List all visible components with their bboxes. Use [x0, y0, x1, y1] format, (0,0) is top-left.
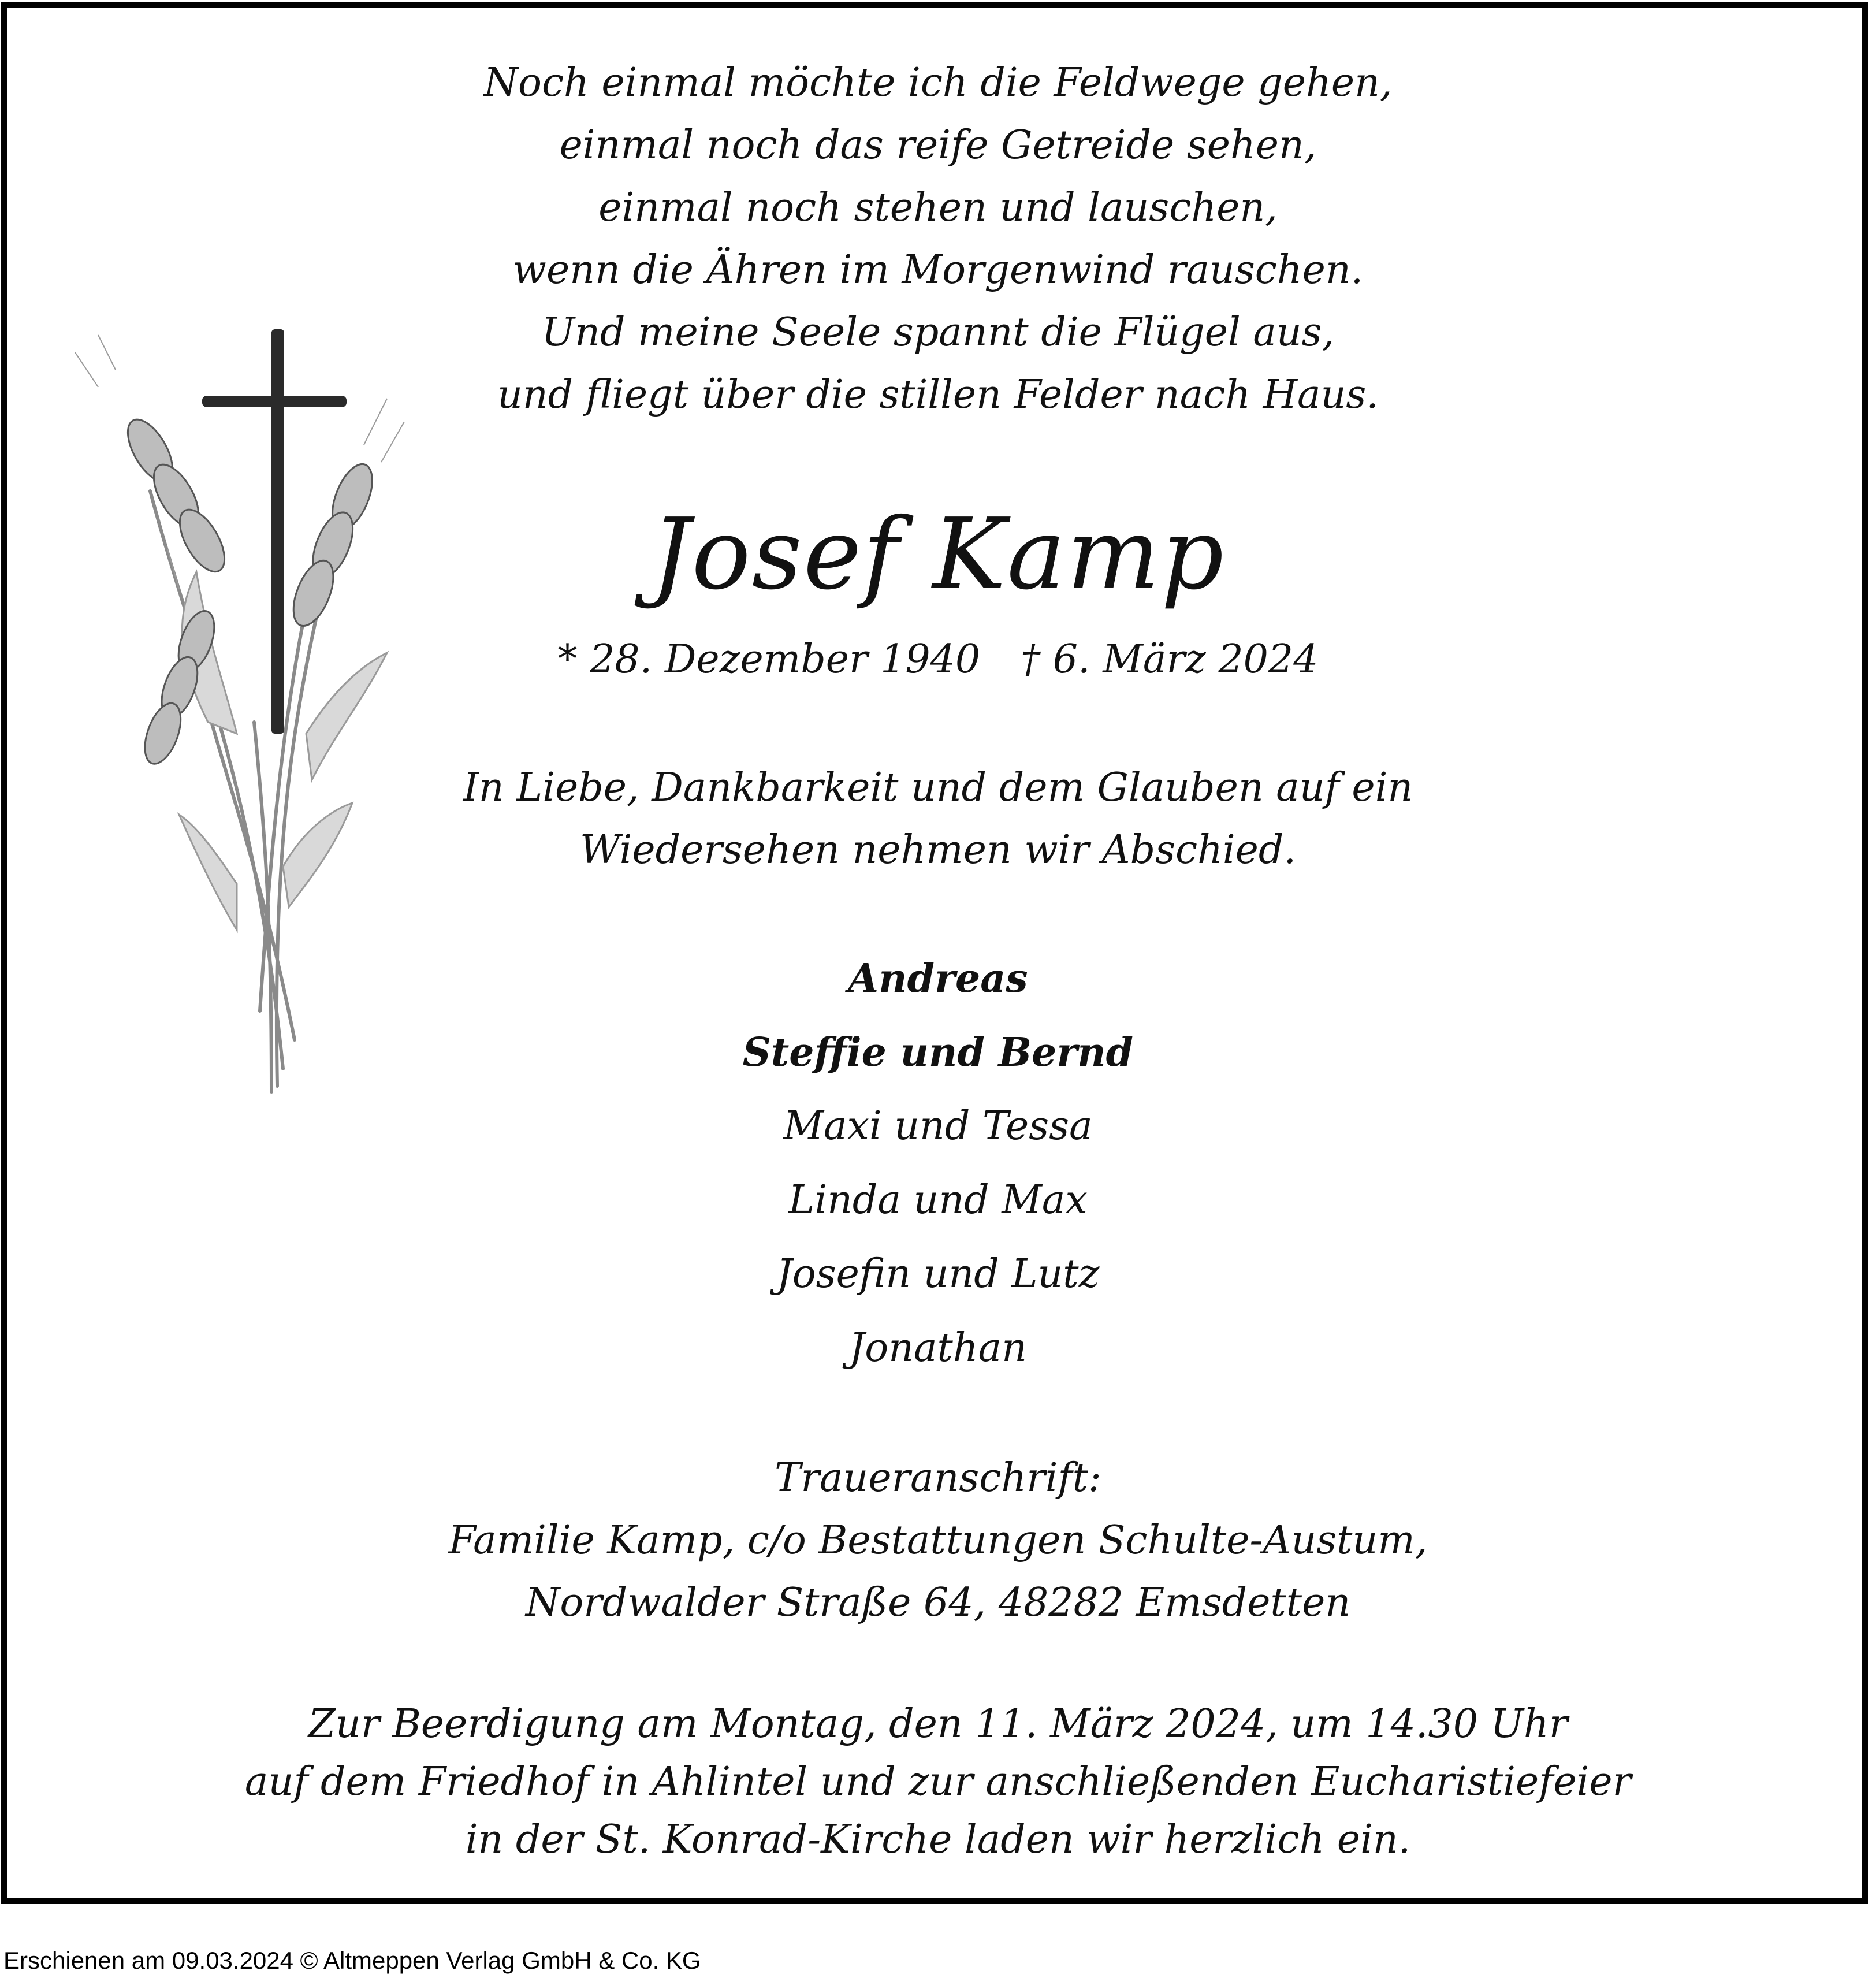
- address-line: Familie Kamp, c/o Bestattungen Schulte-Austum,: [448, 1518, 1428, 1563]
- mourner-name: Steffie und Bernd: [742, 1029, 1134, 1076]
- funeral-line: in der St. Konrad-Kirche laden wir herzlich ein.: [465, 1817, 1411, 1862]
- deceased-name: Josef Kamp: [651, 497, 1225, 612]
- poem-line: einmal noch das reife Getreide sehen,: [559, 122, 1317, 168]
- birth-date: * 28. Dezember 1940: [557, 637, 981, 682]
- mourners-list: [0, 942, 1876, 1385]
- farewell-text: [0, 757, 1876, 882]
- death-date: † 6. März 2024: [1021, 637, 1319, 682]
- poem: [0, 52, 1876, 426]
- mourner-name: Maxi und Tessa: [783, 1103, 1093, 1149]
- life-dates: [0, 631, 1876, 689]
- funeral-line: auf dem Friedhof in Ahlintel und zur anschließenden Eucharistiefeier: [244, 1759, 1632, 1805]
- address-line: Nordwalder Straße 64, 48282 Emsdetten: [525, 1580, 1351, 1626]
- address-label: Traueranschrift:: [775, 1455, 1101, 1501]
- mourner-name: Jonathan: [849, 1325, 1027, 1371]
- farewell-line: Wiedersehen nehmen wir Abschied.: [579, 827, 1297, 873]
- publication-footer: Erschienen am 09.03.2024 © Altmeppen Verlag GmbH & Co. KG: [3, 1947, 701, 1974]
- mourner-name: Andreas: [848, 955, 1028, 1002]
- poem-line: wenn die Ähren im Morgenwind rauschen.: [512, 247, 1364, 293]
- poem-line: einmal noch stehen und lauschen,: [598, 185, 1278, 230]
- funeral-invitation: [0, 1696, 1876, 1869]
- mourner-name: Linda und Max: [788, 1177, 1088, 1223]
- farewell-line: In Liebe, Dankbarkeit und dem Glauben auf ein: [463, 765, 1413, 810]
- poem-line: und fliegt über die stillen Felder nach Haus.: [497, 372, 1379, 418]
- mourning-address: [0, 1447, 1876, 1634]
- mourner-name: Josefin und Lutz: [776, 1251, 1100, 1297]
- funeral-line: Zur Beerdigung am Montag, den 11. März 2024, um 14.30 Uhr: [308, 1701, 1568, 1747]
- poem-line: Und meine Seele spannt die Flügel aus,: [541, 310, 1335, 355]
- poem-line: Noch einmal möchte ich die Feldwege gehen,: [483, 60, 1393, 106]
